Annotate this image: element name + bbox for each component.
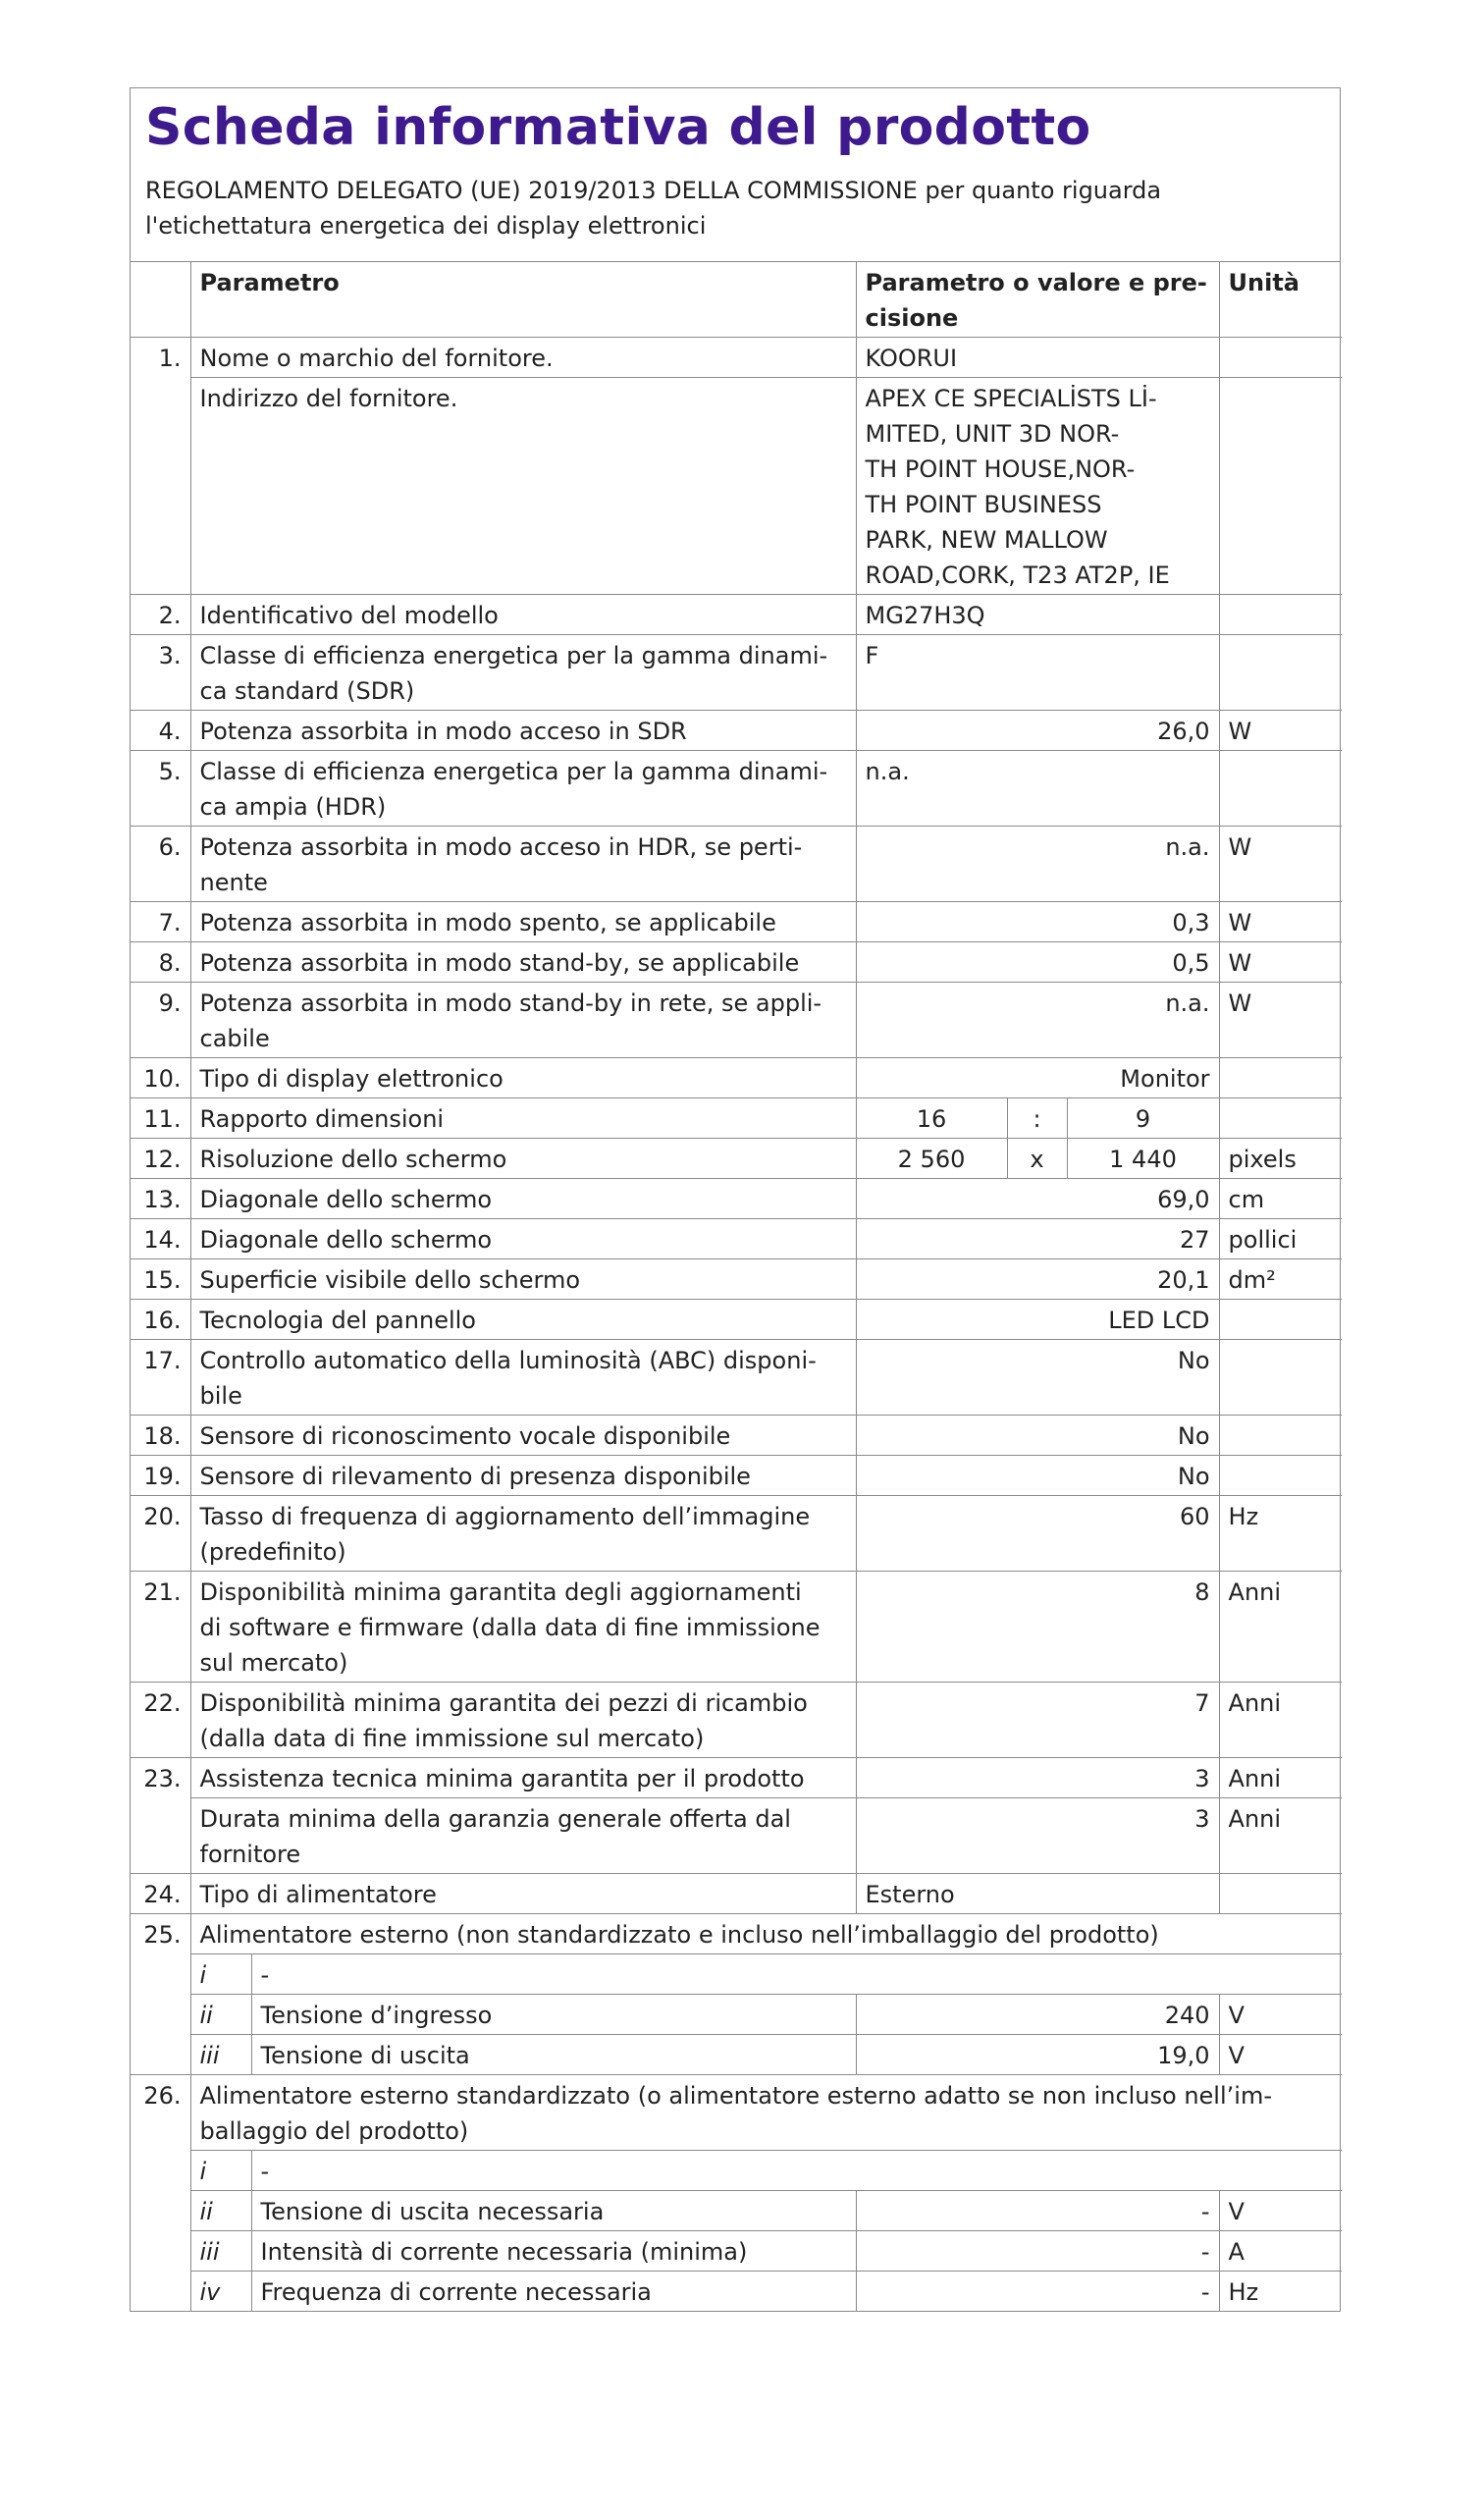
row-label: Superficie visibile dello schermo	[190, 1259, 856, 1300]
row-num: 7.	[131, 902, 190, 942]
row-unit	[1219, 1340, 1342, 1416]
table-row	[131, 1058, 1342, 1098]
label-line: ca standard (SDR)	[199, 677, 415, 705]
label-line: Tasso di frequenza di aggiornamento dell’immagine	[199, 1503, 811, 1530]
table-row	[131, 1874, 1342, 1914]
row-value: 69,0	[856, 1179, 1219, 1219]
table-row	[131, 1259, 1342, 1300]
row-unit	[1219, 1456, 1342, 1496]
label-line: bile	[199, 1382, 242, 1410]
table-header-row	[131, 262, 1342, 338]
row-value: 27	[856, 1219, 1219, 1259]
parameter-table	[131, 262, 1342, 2311]
table-row	[131, 1219, 1342, 1259]
label-line: Classe di efficienza energetica per la gamma dinami-	[199, 642, 828, 669]
label-line: nente	[199, 869, 268, 896]
row-unit: W	[1219, 902, 1342, 942]
table-row	[131, 1179, 1342, 1219]
row-num: 13.	[131, 1179, 190, 1219]
label-line: Disponibilità minima garantita degli aggiornamenti	[199, 1578, 802, 1606]
table-row	[131, 595, 1342, 635]
row-unit: W	[1219, 827, 1342, 902]
row-num: 5.	[131, 751, 190, 827]
product-info-sheet	[130, 87, 1341, 2312]
row-unit	[1219, 1416, 1342, 1456]
table-row	[131, 2075, 1342, 2151]
subrow-unit: V	[1219, 1995, 1342, 2035]
row-value: 26,0	[856, 711, 1219, 751]
row-value	[856, 378, 1219, 595]
subrow-label: Frequenza di corrente necessaria	[251, 2272, 856, 2312]
regulation-subtitle	[145, 173, 1340, 243]
row-value: 0,5	[856, 942, 1219, 983]
row-num: 8.	[131, 942, 190, 983]
row-unit: Anni	[1219, 1758, 1342, 1798]
row-value: n.a.	[856, 827, 1219, 902]
sheet-header	[131, 98, 1340, 262]
subrow-roman: iv	[190, 2272, 251, 2312]
table-row	[131, 1456, 1342, 1496]
header-param: Parametro	[190, 262, 856, 338]
row-num: 15.	[131, 1259, 190, 1300]
row-label: Alimentatore esterno (non standardizzato e incluso nell’imballaggio del prodotto)	[190, 1914, 1342, 1954]
header-num-cell	[131, 262, 190, 338]
row-unit	[1219, 378, 1342, 595]
row-num	[131, 2191, 190, 2231]
row-num: 14.	[131, 1219, 190, 1259]
table-row	[131, 1914, 1342, 1954]
row-label: Sensore di rilevamento di presenza disponibile	[190, 1456, 856, 1496]
row-num	[131, 1995, 190, 2035]
header-unit: Unità	[1219, 262, 1342, 338]
row-num: 1.	[131, 338, 190, 378]
row-label: Tipo di alimentatore	[190, 1874, 856, 1914]
row-num	[131, 2231, 190, 2272]
row-label	[190, 751, 856, 827]
subrow-value: 240	[856, 1995, 1219, 2035]
subrow-label: Tensione d’ingresso	[251, 1995, 856, 2035]
table-subrow	[131, 2272, 1342, 2312]
table-row	[131, 711, 1342, 751]
ratio-width: 16	[856, 1098, 1007, 1139]
label-line: Classe di efficienza energetica per la gamma dinami-	[199, 758, 828, 785]
table-row	[131, 942, 1342, 983]
label-line: di software e firmware (dalla data di fine immissione	[199, 1614, 821, 1641]
address-line: PARK, NEW MALLOW	[865, 526, 1108, 554]
row-num: 16.	[131, 1300, 190, 1340]
row-unit	[1219, 595, 1342, 635]
table-subrow	[131, 1995, 1342, 2035]
address-line: MITED, UNIT 3D NOR-	[865, 420, 1120, 448]
label-line: (predefinito)	[199, 1538, 346, 1566]
row-value: 3	[856, 1798, 1219, 1874]
subrow-unit: V	[1219, 2191, 1342, 2231]
page-title: Scheda informativa del prodotto	[145, 98, 1091, 157]
row-value: 60	[856, 1496, 1219, 1572]
subrow-unit: Hz	[1219, 2272, 1342, 2312]
row-unit	[1219, 635, 1342, 711]
row-num: 19.	[131, 1456, 190, 1496]
row-label: Rapporto dimensioni	[190, 1098, 856, 1139]
label-line: Durata minima della garanzia generale offerta dal	[199, 1805, 791, 1833]
table-subrow	[131, 1954, 1342, 1995]
row-num: 9.	[131, 983, 190, 1058]
row-label	[190, 1572, 856, 1683]
row-label	[190, 1496, 856, 1572]
row-label: Assistenza tecnica minima garantita per il prodotto	[190, 1758, 856, 1798]
row-label	[190, 635, 856, 711]
row-label: Potenza assorbita in modo spento, se applicabile	[190, 902, 856, 942]
ratio-separator: :	[1007, 1098, 1067, 1139]
ratio-height: 9	[1067, 1098, 1219, 1139]
row-num	[131, 2151, 190, 2191]
row-value: No	[856, 1340, 1219, 1416]
row-unit: pollici	[1219, 1219, 1342, 1259]
row-label: Risoluzione dello schermo	[190, 1139, 856, 1179]
resolution-separator: x	[1007, 1139, 1067, 1179]
address-line: TH POINT BUSINESS	[865, 491, 1102, 518]
subtitle-line: l'etichettatura energetica dei display elettronici	[145, 212, 707, 240]
row-label: Sensore di riconoscimento vocale disponibile	[190, 1416, 856, 1456]
label-line: fornitore	[199, 1841, 301, 1868]
row-label	[190, 1340, 856, 1416]
subrow-label: Intensità di corrente necessaria (minima)	[251, 2231, 856, 2272]
row-label: Diagonale dello schermo	[190, 1219, 856, 1259]
row-value: n.a.	[856, 751, 1219, 827]
row-unit: Hz	[1219, 1496, 1342, 1572]
table-row	[131, 827, 1342, 902]
table-row	[131, 1416, 1342, 1456]
row-value: KOORUI	[856, 338, 1219, 378]
row-num: 23.	[131, 1758, 190, 1798]
table-subrow	[131, 2035, 1342, 2075]
label-line: Alimentatore esterno standardizzato (o alimentatore esterno adatto se non incluso nell’im-	[199, 2082, 1272, 2110]
row-unit	[1219, 1098, 1342, 1139]
table-row	[131, 1758, 1342, 1798]
row-value: 7	[856, 1683, 1219, 1758]
row-unit: Anni	[1219, 1798, 1342, 1874]
row-label	[190, 1798, 856, 1874]
row-value: 3	[856, 1758, 1219, 1798]
label-line: Potenza assorbita in modo stand-by in rete, se appli-	[199, 989, 822, 1017]
row-num: 3.	[131, 635, 190, 711]
row-unit: W	[1219, 983, 1342, 1058]
row-num: 20.	[131, 1496, 190, 1572]
row-value: 20,1	[856, 1259, 1219, 1300]
row-unit	[1219, 751, 1342, 827]
subrow-roman: ii	[190, 1995, 251, 2035]
row-label	[190, 827, 856, 902]
label-line: Disponibilità minima garantita dei pezzi di ricambio	[199, 1689, 808, 1717]
header-value	[856, 262, 1219, 338]
subrow-value: -	[856, 2191, 1219, 2231]
row-num	[131, 378, 190, 595]
row-num: 22.	[131, 1683, 190, 1758]
subrow-roman: iii	[190, 2231, 251, 2272]
table-row	[131, 338, 1342, 378]
subrow-roman: ii	[190, 2191, 251, 2231]
table-row	[131, 751, 1342, 827]
row-num	[131, 1954, 190, 1995]
row-num: 21.	[131, 1572, 190, 1683]
resolution-height: 1 440	[1067, 1139, 1219, 1179]
row-value: Esterno	[856, 1874, 1219, 1914]
subrow-roman: i	[190, 1954, 251, 1995]
row-unit: W	[1219, 942, 1342, 983]
table-row	[131, 902, 1342, 942]
table-row	[131, 1098, 1342, 1139]
row-unit: Anni	[1219, 1572, 1342, 1683]
row-num: 24.	[131, 1874, 190, 1914]
subrow-value: -	[856, 2231, 1219, 2272]
row-num: 12.	[131, 1139, 190, 1179]
subrow-label: -	[251, 2151, 1342, 2191]
address-line: ROAD,CORK, T23 AT2P, IE	[865, 561, 1170, 589]
row-label: Potenza assorbita in modo acceso in SDR	[190, 711, 856, 751]
row-unit	[1219, 1058, 1342, 1098]
subrow-label: Tensione di uscita	[251, 2035, 856, 2075]
row-num: 10.	[131, 1058, 190, 1098]
subrow-label: Tensione di uscita necessaria	[251, 2191, 856, 2231]
table-row	[131, 1798, 1342, 1874]
table-row	[131, 983, 1342, 1058]
subrow-roman: i	[190, 2151, 251, 2191]
row-label: Tipo di display elettronico	[190, 1058, 856, 1098]
row-value: MG27H3Q	[856, 595, 1219, 635]
row-num: 6.	[131, 827, 190, 902]
row-unit: cm	[1219, 1179, 1342, 1219]
table-row	[131, 635, 1342, 711]
subrow-value: -	[856, 2272, 1219, 2312]
table-subrow	[131, 2151, 1342, 2191]
table-row	[131, 1496, 1342, 1572]
row-num	[131, 2035, 190, 2075]
row-unit: pixels	[1219, 1139, 1342, 1179]
row-label: Diagonale dello schermo	[190, 1179, 856, 1219]
header-value-line: cisione	[865, 304, 959, 332]
row-value: F	[856, 635, 1219, 711]
table-row	[131, 1139, 1342, 1179]
label-line: Potenza assorbita in modo acceso in HDR, se perti-	[199, 833, 803, 861]
row-label	[190, 1683, 856, 1758]
subrow-unit: A	[1219, 2231, 1342, 2272]
header-value-line: Parametro o valore e pre-	[865, 269, 1207, 296]
row-value: 0,3	[856, 902, 1219, 942]
row-unit: W	[1219, 711, 1342, 751]
row-label: Nome o marchio del fornitore.	[190, 338, 856, 378]
row-value: Monitor	[856, 1058, 1219, 1098]
label-line: ca ampia (HDR)	[199, 793, 387, 821]
row-value: n.a.	[856, 983, 1219, 1058]
label-line: Controllo automatico della luminosità (ABC) disponi-	[199, 1347, 817, 1374]
table-subrow	[131, 2231, 1342, 2272]
row-unit	[1219, 1874, 1342, 1914]
resolution-width: 2 560	[856, 1139, 1007, 1179]
row-num: 18.	[131, 1416, 190, 1456]
table-row	[131, 1300, 1342, 1340]
row-num: 17.	[131, 1340, 190, 1416]
table-subrow	[131, 2191, 1342, 2231]
table-row	[131, 1683, 1342, 1758]
row-num	[131, 1798, 190, 1874]
row-unit	[1219, 338, 1342, 378]
row-num: 2.	[131, 595, 190, 635]
row-label	[190, 2075, 1342, 2151]
row-value: 8	[856, 1572, 1219, 1683]
row-label: Potenza assorbita in modo stand-by, se applicabile	[190, 942, 856, 983]
subrow-roman: iii	[190, 2035, 251, 2075]
row-label: Identificativo del modello	[190, 595, 856, 635]
label-line: sul mercato)	[199, 1649, 348, 1677]
subrow-value: 19,0	[856, 2035, 1219, 2075]
row-unit: Anni	[1219, 1683, 1342, 1758]
row-label: Indirizzo del fornitore.	[190, 378, 856, 595]
address-line: APEX CE SPECIALİSTS Lİ-	[865, 385, 1157, 412]
address-line: TH POINT HOUSE,NOR-	[865, 455, 1136, 483]
row-num: 25.	[131, 1914, 190, 1954]
table-row	[131, 1340, 1342, 1416]
row-unit	[1219, 1300, 1342, 1340]
table-row	[131, 1572, 1342, 1683]
label-line: cabile	[199, 1025, 270, 1052]
row-num: 4.	[131, 711, 190, 751]
row-unit: dm²	[1219, 1259, 1342, 1300]
row-num: 26.	[131, 2075, 190, 2151]
row-num: 11.	[131, 1098, 190, 1139]
subrow-label: -	[251, 1954, 1342, 1995]
row-value: No	[856, 1416, 1219, 1456]
row-num	[131, 2272, 190, 2312]
row-value: LED LCD	[856, 1300, 1219, 1340]
label-line: (dalla data di fine immissione sul mercato)	[199, 1725, 705, 1752]
row-label: Tecnologia del pannello	[190, 1300, 856, 1340]
subtitle-line: REGOLAMENTO DELEGATO (UE) 2019/2013 DELLA COMMISSIONE per quanto riguarda	[145, 177, 1162, 204]
row-label	[190, 983, 856, 1058]
row-value: No	[856, 1456, 1219, 1496]
table-row	[131, 378, 1342, 595]
label-line: ballaggio del prodotto)	[199, 2117, 469, 2145]
subrow-unit: V	[1219, 2035, 1342, 2075]
